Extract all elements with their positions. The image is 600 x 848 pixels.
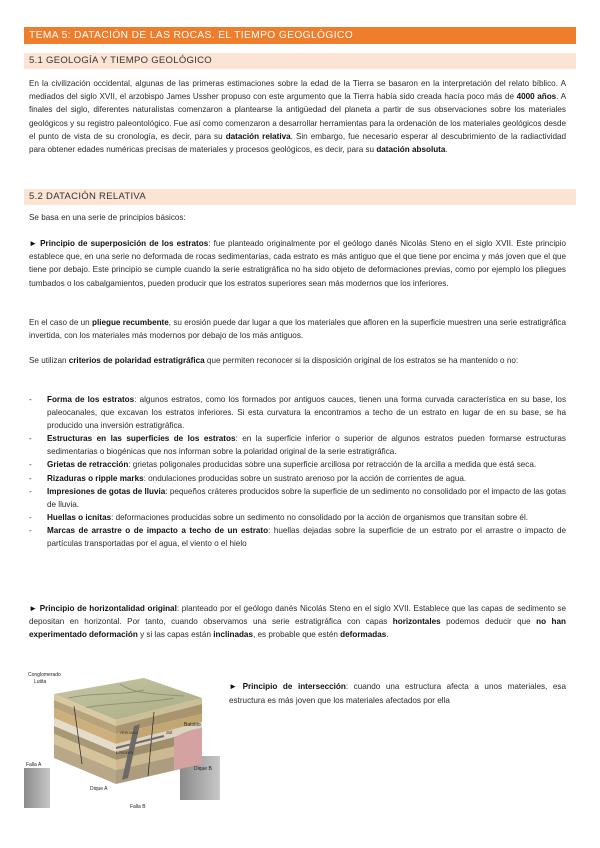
list-item: [29, 432, 566, 458]
bold-run: ► Principio de intersección: [229, 682, 346, 691]
label-falla-b: Falla B: [130, 804, 146, 810]
list-item: [29, 472, 566, 485]
paragraph-criterios: [29, 354, 566, 367]
section-heading-5-1: 5.1 GEOLOGÍA Y TIEMPO GEOLÓGICO: [24, 53, 576, 69]
list-item: [29, 485, 566, 511]
paragraph-geologia-tiempo: [29, 77, 566, 156]
label-sill: Sill: [166, 730, 173, 735]
paragraph-interseccion: [229, 680, 566, 708]
list-item-term: Rizaduras o ripple marks: [47, 473, 144, 483]
bold-run: datación absoluta: [376, 145, 446, 155]
text-run: . Sin embargo, fue necesario esperar al descubrimiento de la radiactividad para obtener edades numéricas precisas de materiales y procesos geológicos, es decir, para su: [29, 131, 567, 155]
rock-sample-falla-a: [24, 768, 50, 808]
bold-run: pliegue recumbente: [91, 318, 169, 327]
list-item-term: Grietas de retracción: [47, 460, 129, 470]
list-item-desc: : grietas poligonales producidas sobre una superficie arcillosa por retracción de la arcilla a medida que está seca.: [128, 460, 537, 470]
bold-run: horizontales: [392, 617, 441, 627]
list-item: [29, 393, 566, 432]
list-item: [29, 524, 566, 550]
list-item-desc: : pequeños cráteres producidos sobre la superficie de un sedimento no consolidado por el impacto de las gotas de lluvia.: [47, 486, 566, 509]
document-title: TEMA 5: DATACIÓN DE LAS ROCAS. EL TIEMPO GEOGLÓGICO: [24, 27, 576, 44]
bold-run: 4000 años: [516, 92, 557, 102]
text-run: : planteado por el geólogo danés Nicolás Steno en el siglo XVII. Establece que las capas de sedimento se depositan en horizontal. Por tanto, cuando observamos una serie estratigráfica con capas: [29, 604, 566, 627]
criterios-list: [29, 393, 566, 550]
list-item-desc: : huellas dejadas sobre la superficie de un estrato por el arrastre o impacto de partículas transportadas por el agua, el viento o el hielo: [47, 525, 566, 549]
list-item-term: Marcas de arrastre o de impacto a techo de un estrato: [47, 525, 269, 535]
text-run: .: [386, 630, 389, 640]
bold-run: deformadas: [340, 630, 387, 640]
text-run: y si las capas están: [137, 630, 214, 640]
list-item-desc: : algunos estratos, como los formados por antiguos cauces, tienen una forma curvada característica en su base, los paleocanales, que excavan los estratos inferiores. Si esta curvatura la encontramos a techo de un estrato en lugar de en su base, se ha producido una inversión estratigráfica.: [47, 395, 567, 431]
text-run: podemos deducir que: [440, 617, 537, 627]
text-run: que permiten reconocer si la disposición original de los estratos se ha mantenido o no:: [204, 356, 519, 365]
bold-run: ► Principio de superposición de los estratos: [29, 239, 209, 248]
list-item-term: Estructuras en las superficies de los estratos: [47, 434, 236, 444]
paragraph-pliegue-recumbente: [29, 316, 566, 342]
paragraph-horizontalidad: [29, 602, 566, 642]
list-item: [29, 458, 566, 471]
paragraph-intro: Se basa en una serie de principios básicos:: [29, 213, 186, 222]
bold-run: ► Principio de horizontalidad original: [29, 604, 177, 613]
list-item-desc: : ondulaciones producidas sobre un sustrato arenoso por la acción de corrientes de agua.: [143, 473, 467, 483]
list-item-term: Impresiones de gotas de lluvia: [47, 486, 166, 496]
text-run: , su erosión puede dar lugar a que los materiales que afloren en la superficie muestren una serie estratigráfica invertida, con los materiales más modernos por debajo de los más antiguos.: [29, 318, 566, 341]
bold-run: no han experimentado deformación: [29, 617, 566, 640]
bold-run: criterios de polaridad estratigráfica: [68, 356, 205, 365]
label-batolito: Batolito: [184, 722, 201, 728]
bold-run: datación relativa: [225, 131, 291, 141]
text-run: : fue planteado originalmente por el geólogo danés Nicolás Steno en el siglo XVII. Este principio establece que, en una serie no deformada de rocas sedimentarias, cada estrato es más antiguo que el que tiene por encima y más joven que el que tiene por debajo. Este principio se cumple cuando la serie estratigráfica no ha sido objeto de deformaciones previas, como por ejemplo los pliegues tumbados o los cabalgamientos, pueden producir que los estratos superiores sean más modernos que los inferiores.: [29, 239, 566, 288]
bold-run: inclinadas: [213, 630, 253, 640]
text-run: . A finales del siglo, diferentes naturalistas comenzaron a plantearse la antigüedad del planeta a partir de sus observaciones sobre los materiales geológicos y su registro paleontológico. Fue así como comenzaron a desarrollar herramientas para la ordenación de los materiales geológicos desde el punto de vista de su cronología, es decir, para su: [29, 92, 566, 141]
label-arenisca: Arenisca: [120, 730, 138, 735]
text-run: , es probable que estén: [252, 630, 341, 640]
list-item-desc: : en la superficie inferior o superior de algunos estratos pueden formarse estructuras sedimentarias o biogénicas que nos informan sobre la polaridad original de la serie estratigráfica.: [47, 434, 566, 457]
text-run: : cuando una estructura afecta a unos materiales, esa estructura es más joven que los materiales afectados por ella: [229, 682, 566, 706]
label-dique-b: Dique B: [194, 766, 212, 772]
list-item-term: Forma de los estratos: [47, 395, 135, 404]
list-item-desc: : deformaciones producidas sobre un sedimento no consolidado por la acción de organismos que transitan sobre él.: [111, 512, 529, 522]
label-lutita: Lutita: [34, 679, 47, 685]
text-run: En el caso de un: [29, 318, 92, 327]
text-run: Se utilizan: [29, 356, 69, 365]
geological-block-diagram: [24, 664, 220, 812]
paragraph-superposicion: [29, 237, 566, 290]
section-heading-5-2: 5.2 DATACIÓN RELATIVA: [24, 189, 576, 205]
label-falla-a: Falla A: [26, 762, 42, 768]
text-run: En la civilización occidental, algunas de las primeras estimaciones sobre la edad de la Tierra se basaron en la interpretación del relato bíblico. A mediados del siglo XVII, el arzobispo James Ussher propuso con este argumento que la Tierra había sido creada hacía poco más de: [29, 79, 566, 102]
label-conglomerado: Conglomerado: [28, 672, 61, 678]
list-item: [29, 511, 566, 524]
label-limonita: Limonita: [116, 750, 134, 755]
list-item-term: Huellas o icnitas: [47, 512, 112, 522]
text-run: .: [445, 145, 448, 155]
label-dique-a: Dique A: [90, 786, 108, 792]
